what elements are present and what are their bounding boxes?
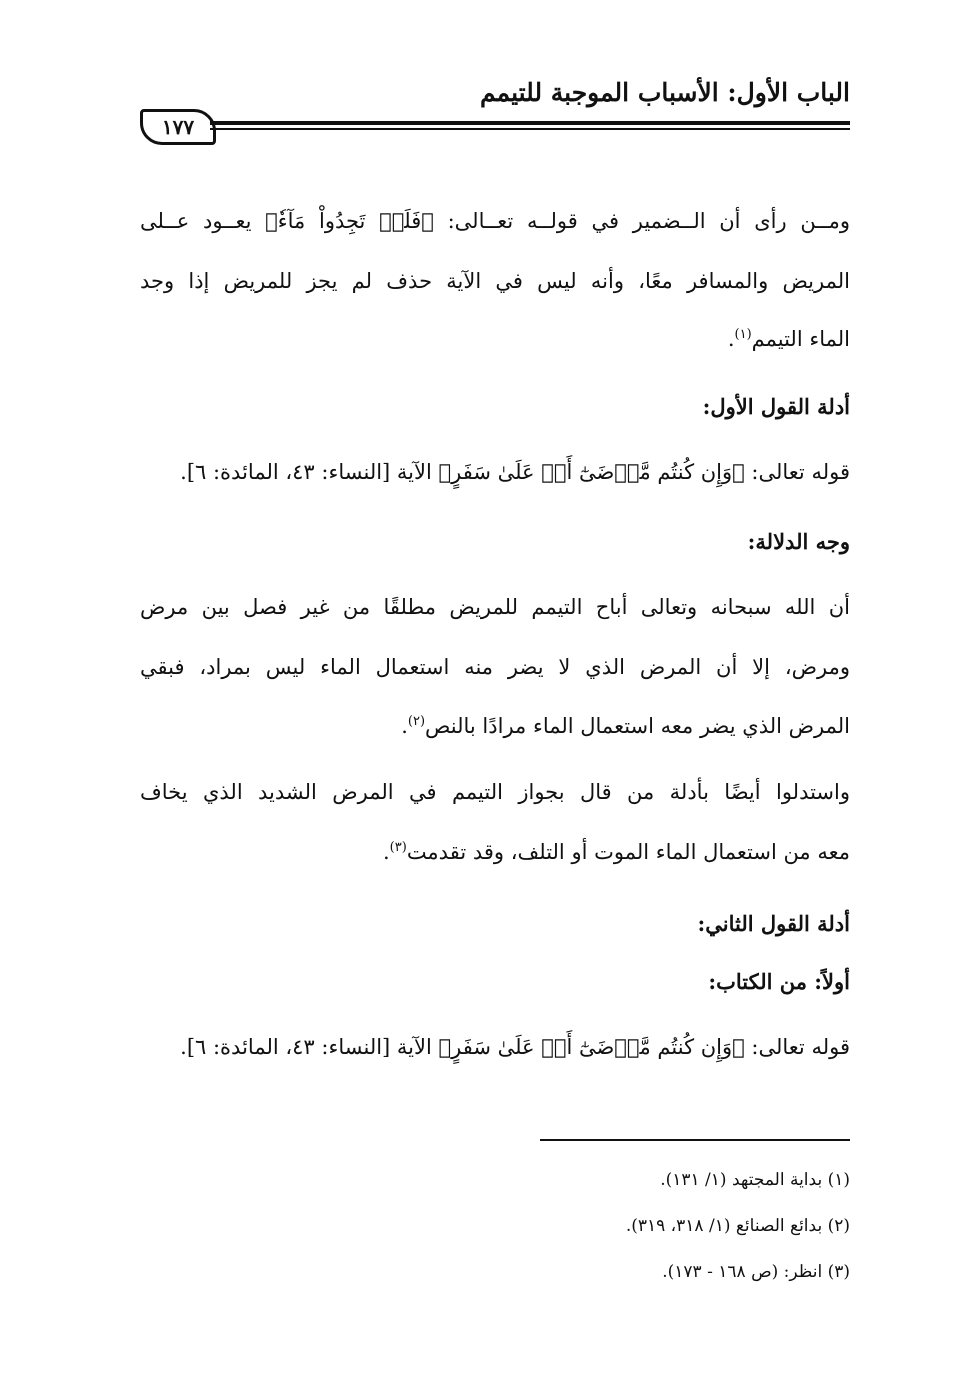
footnote-1: (١) بداية المجتهد (١/ ١٣١). bbox=[660, 1170, 850, 1190]
footnote-2: (٢) بدائع الصنائع (١/ ٣١٨، ٣١٩). bbox=[625, 1216, 850, 1236]
quran-quote-2: قوله تعالى: ﴿وَإِن كُنتُم مَّرۡضَىٰٓ أَوۡ عَلَىٰ سَفَرٍ﴾ الآية [النساء: ٤٣، المائدة: ٦]. bbox=[180, 1035, 850, 1059]
paragraph-2-line-3: المرض الذي يضر معه استعمال الماء مرادًا بالنص$^{(٢)}$. bbox=[401, 714, 850, 738]
paragraph-1-line-3: الماء التيمم$^{(١)}$. bbox=[727, 327, 850, 351]
quran-quote-1: قوله تعالى: ﴿وَإِن كُنتُم مَّرۡضَىٰٓ أَوۡ عَلَىٰ سَفَرٍ﴾ الآية [النساء: ٤٣، المائدة: ٦]. bbox=[180, 460, 850, 484]
footnote-3: (٣) انظر: (ص ١٦٨ - ١٧٣). bbox=[662, 1262, 850, 1282]
paragraph-3-line-1: واستدلوا أيضًا بأدلة من قال بجواز التيمم في المرض الشديد الذي يخاف bbox=[140, 780, 850, 804]
heading-inference: وجه الدلالة: bbox=[747, 529, 850, 554]
paragraph-3-line-2: معه من استعمال الماء الموت أو التلف، وقد تقدمت$^{(٣)}$. bbox=[382, 840, 850, 864]
heading-from-the-book: أولاً: من الكتاب: bbox=[708, 969, 850, 994]
footnote-ref-3: (٣) bbox=[389, 840, 407, 855]
page-number: ١٧٧ bbox=[140, 109, 216, 145]
heading-first-opinion-evidence: أدلة القول الأول: bbox=[702, 394, 850, 419]
header-rule-thin bbox=[210, 128, 850, 130]
footnote-ref-1: (١) bbox=[734, 327, 752, 342]
footnote-ref-2: (٢) bbox=[407, 714, 426, 729]
header-rule bbox=[210, 121, 850, 125]
paragraph-2-text: المرض الذي يضر معه استعمال الماء مرادًا بالنص bbox=[425, 714, 850, 738]
paragraph-3-text: معه من استعمال الماء الموت أو التلف، وقد تقدمت bbox=[406, 840, 850, 864]
chapter-title: الباب الأول: الأسباب الموجبة للتيمم bbox=[480, 78, 850, 107]
paragraph-1-text: الماء التيمم bbox=[751, 327, 850, 351]
paragraph-2-line-2: ومرض، إلا أن المرض الذي لا يضر منه استعمال الماء ليس بمراد، فبقي bbox=[140, 655, 850, 679]
paragraph-2-line-1: أن الله سبحانه وتعالى أباح التيمم للمريض مطلقًا من غير فصل بين مرض bbox=[140, 595, 850, 619]
paragraph-1-line-2: المريض والمسافر معًا، وأنه ليس في الآية حذف لم يجز للمريض إذا وجد bbox=[140, 269, 850, 293]
heading-second-opinion-evidence: أدلة القول الثاني: bbox=[697, 911, 850, 936]
footnote-separator bbox=[540, 1139, 850, 1141]
paragraph-1-line-1: ومــن رأى أن الــضمير في قولــه تعــالى: ﴿فَلَمۡ تَجِدُواْ مَآءٗ﴾ يعــود عــلى bbox=[140, 209, 850, 233]
